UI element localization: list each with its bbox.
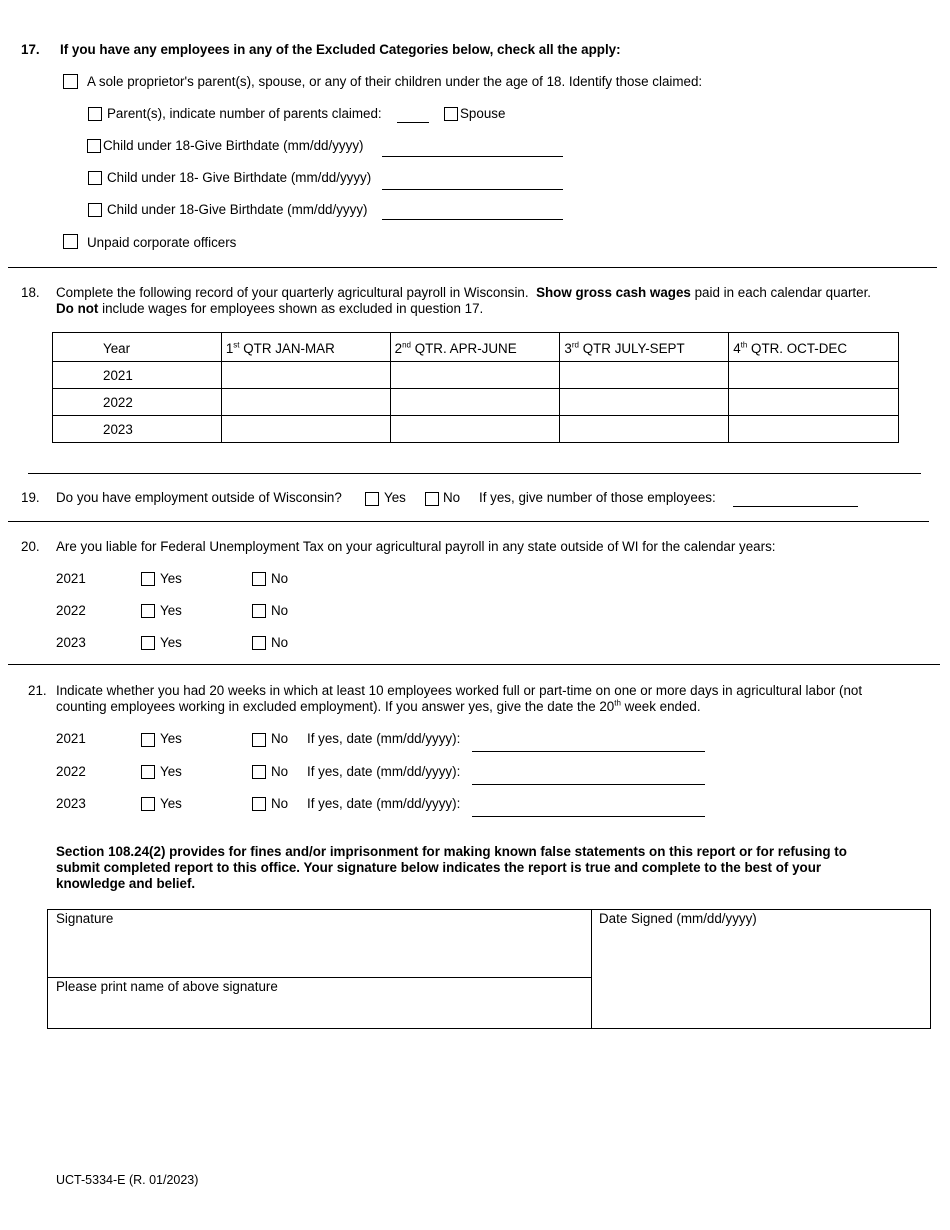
q1-header: 1st QTR JAN-MAR (221, 333, 390, 362)
date-signed-label: Date Signed (mm/dd/yyyy) (599, 911, 757, 926)
q20-year-label: 2021 (56, 571, 86, 586)
q18-line1: Complete the following record of your quarterly agricultural payroll in Wisconsin. Show gross cash wages paid in each calendar quarter. (56, 285, 872, 300)
q19-no-checkbox[interactable] (425, 492, 439, 506)
table-row (53, 362, 899, 389)
q20-year-label: 2022 (56, 603, 86, 618)
q20-2023-yes-checkbox[interactable] (141, 636, 155, 650)
q20-question: Are you liable for Federal Unemployment Tax on your agricultural payroll in any state outside of WI for the calendar years: (56, 539, 776, 554)
q3-header: 3rd QTR JULY-SEPT (560, 333, 729, 362)
q21-year-label: 2022 (56, 764, 86, 779)
q19-yes-label: Yes (384, 490, 406, 505)
q21-line2: counting employees working in excluded employment). If you answer yes, give the date the 20th week ended. (56, 698, 701, 714)
q18-number: 18. (21, 285, 40, 300)
unpaid-officers-label: Unpaid corporate officers (87, 235, 237, 250)
wage-cell[interactable] (221, 362, 390, 389)
q20-no-label: No (271, 571, 289, 586)
child1-checkbox[interactable] (87, 139, 101, 153)
signature-label: Signature (56, 911, 114, 926)
q21-yes-label: Yes (160, 764, 182, 779)
wage-cell[interactable] (390, 416, 560, 443)
wage-cell[interactable] (560, 416, 729, 443)
q20-2021-yes-checkbox[interactable] (141, 572, 155, 586)
q21-yes-label: Yes (160, 796, 182, 811)
notice-line3: knowledge and belief. (56, 876, 196, 891)
q21-date-label: If yes, date (mm/dd/yyyy): (307, 796, 461, 811)
q21-yes-label: Yes (160, 731, 182, 746)
q20-2022-no-checkbox[interactable] (252, 604, 266, 618)
parents-label: Parent(s), indicate number of parents claimed: (107, 106, 382, 121)
q20-yes-label: Yes (160, 603, 182, 618)
year-cell: 2023 (53, 416, 222, 443)
q21-2021-date-field[interactable] (472, 751, 705, 752)
divider (28, 473, 921, 474)
child3-checkbox[interactable] (88, 203, 102, 217)
q21-year-label: 2023 (56, 796, 86, 811)
wage-cell[interactable] (221, 416, 390, 443)
child1-birthdate-field[interactable] (382, 156, 563, 157)
q18-line2: Do not include wages for employees shown as excluded in question 17. (56, 301, 484, 316)
q21-no-label: No (271, 731, 289, 746)
date-signed-field[interactable] (591, 909, 931, 1029)
q20-2023-no-checkbox[interactable] (252, 636, 266, 650)
child2-birthdate-field[interactable] (382, 189, 563, 190)
q19-number: 19. (21, 490, 40, 505)
q21-2022-date-field[interactable] (472, 784, 705, 785)
q21-date-label: If yes, date (mm/dd/yyyy): (307, 764, 461, 779)
q20-2021-no-checkbox[interactable] (252, 572, 266, 586)
q4-header: 4th QTR. OCT-DEC (729, 333, 899, 362)
wage-cell[interactable] (729, 416, 899, 443)
table-row (53, 389, 899, 416)
q21-2021-no-checkbox[interactable] (252, 733, 266, 747)
divider (8, 521, 929, 522)
year-header: Year (53, 333, 222, 362)
wage-cell[interactable] (390, 389, 560, 416)
table-row (53, 416, 899, 443)
signature-field[interactable] (47, 909, 592, 978)
q2-header: 2nd QTR. APR-JUNE (390, 333, 560, 362)
sole-proprietor-checkbox[interactable] (63, 74, 78, 89)
q20-no-label: No (271, 635, 289, 650)
year-cell: 2021 (53, 362, 222, 389)
q21-2023-date-field[interactable] (472, 816, 705, 817)
q21-no-label: No (271, 764, 289, 779)
q21-2022-no-checkbox[interactable] (252, 765, 266, 779)
wage-cell[interactable] (560, 389, 729, 416)
q20-yes-label: Yes (160, 571, 182, 586)
parents-checkbox[interactable] (88, 107, 102, 121)
notice-line2: submit completed report to this office. Your signature below indicates the report is true and complete to the best of your (56, 860, 822, 875)
q20-no-label: No (271, 603, 289, 618)
q20-year-label: 2023 (56, 635, 86, 650)
wage-cell[interactable] (729, 362, 899, 389)
child1-label: Child under 18-Give Birthdate (mm/dd/yyyy) (103, 138, 364, 153)
q21-2021-yes-checkbox[interactable] (141, 733, 155, 747)
q17-question: If you have any employees in any of the Excluded Categories below, check all the apply: (60, 42, 621, 57)
spouse-checkbox[interactable] (444, 107, 458, 121)
q19-employee-count-field[interactable] (733, 506, 858, 507)
payroll-table (52, 332, 899, 443)
q21-no-label: No (271, 796, 289, 811)
wage-cell[interactable] (560, 362, 729, 389)
q21-date-label: If yes, date (mm/dd/yyyy): (307, 731, 461, 746)
unpaid-officers-checkbox[interactable] (63, 234, 78, 249)
child3-birthdate-field[interactable] (382, 219, 563, 220)
q20-yes-label: Yes (160, 635, 182, 650)
spouse-label: Spouse (460, 106, 506, 121)
form-id: UCT-5334-E (R. 01/2023) (56, 1173, 199, 1187)
q21-line1: Indicate whether you had 20 weeks in which at least 10 employees worked full or part-time on one or more days in agricultural labor (not (56, 683, 863, 698)
print-name-field[interactable] (47, 977, 592, 1029)
q21-2023-no-checkbox[interactable] (252, 797, 266, 811)
child2-checkbox[interactable] (88, 171, 102, 185)
q17-number: 17. (21, 42, 40, 57)
q19-followup-label: If yes, give number of those employees: (479, 490, 716, 505)
wage-cell[interactable] (221, 389, 390, 416)
q19-question: Do you have employment outside of Wisconsin? (56, 490, 342, 505)
sole-proprietor-label: A sole proprietor's parent(s), spouse, or any of their children under the age of 18. Identify those claimed: (87, 74, 703, 89)
payroll-header-row (53, 333, 899, 362)
q21-2023-yes-checkbox[interactable] (141, 797, 155, 811)
q19-no-label: No (443, 490, 461, 505)
wage-cell[interactable] (390, 362, 560, 389)
q20-2022-yes-checkbox[interactable] (141, 604, 155, 618)
q21-2022-yes-checkbox[interactable] (141, 765, 155, 779)
divider (8, 267, 937, 268)
parents-count-field[interactable] (397, 122, 429, 123)
divider (8, 664, 940, 665)
q21-number: 21. (28, 683, 47, 698)
q20-number: 20. (21, 539, 40, 554)
q21-year-label: 2021 (56, 731, 86, 746)
print-name-label: Please print name of above signature (56, 979, 278, 994)
child2-label: Child under 18- Give Birthdate (mm/dd/yyyy) (107, 170, 372, 185)
q19-yes-checkbox[interactable] (365, 492, 379, 506)
wage-cell[interactable] (729, 389, 899, 416)
notice-line1: Section 108.24(2) provides for fines and/or imprisonment for making known false statements on this report or for refusing to (56, 844, 847, 859)
year-cell: 2022 (53, 389, 222, 416)
child3-label: Child under 18-Give Birthdate (mm/dd/yyyy) (107, 202, 368, 217)
